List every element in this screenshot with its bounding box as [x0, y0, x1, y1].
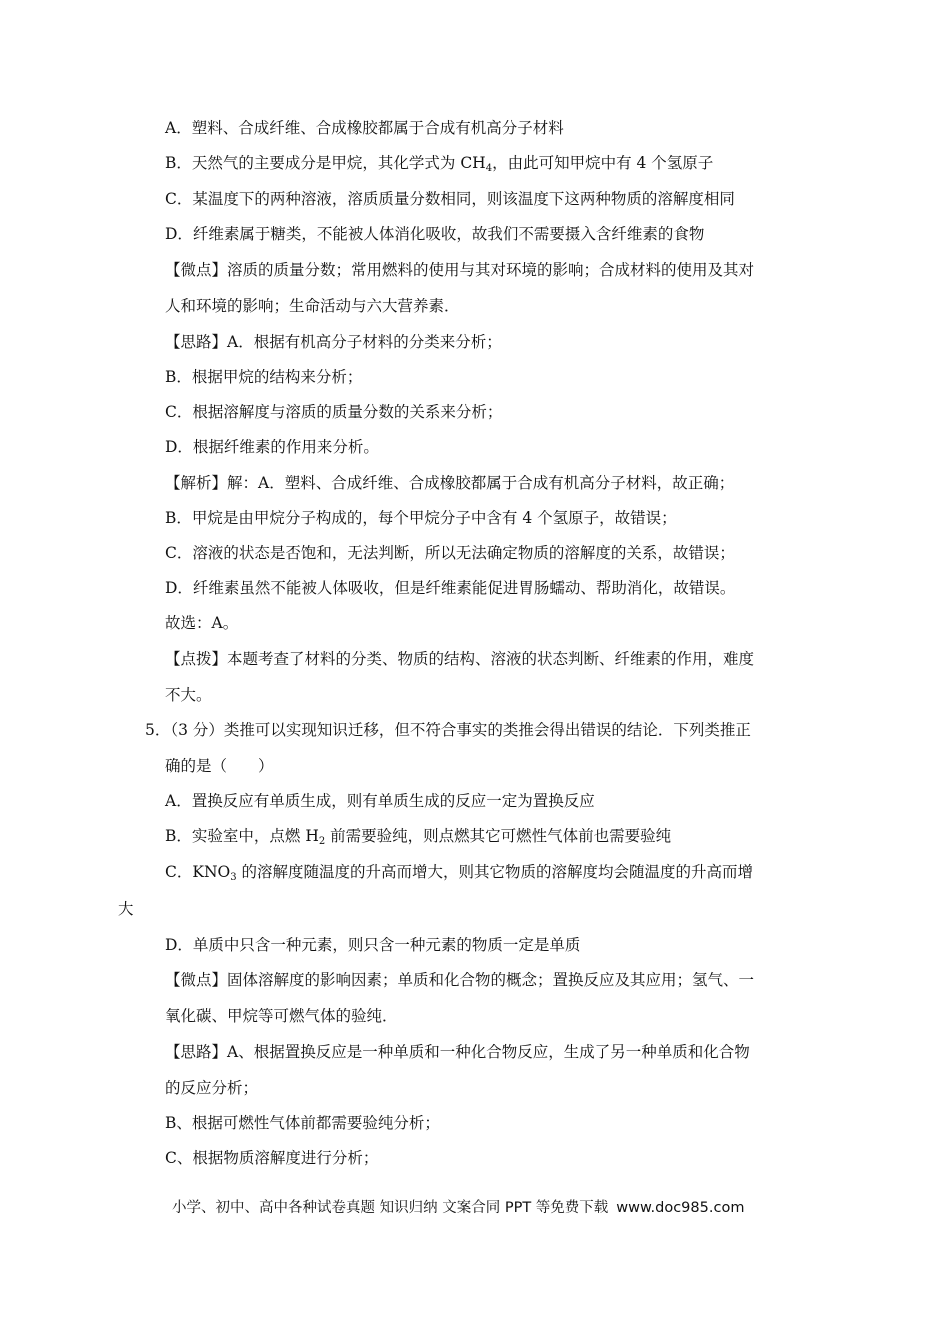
jiexi-line-3: C．溶液的状态是否饱和，无法判断，所以无法确定物质的溶解度的关系，故错误； — [165, 544, 735, 562]
subscript: 3 — [230, 872, 237, 883]
option-b-text-cont: ，由此可知甲烷中有 4 个氢原子 — [492, 154, 714, 172]
option-d: D．纤维素属于糖类，不能被人体消化吸收，故我们不需要摄入含纤维素的食物 — [165, 225, 705, 243]
weidian-line-2: 氧化碳、甲烷等可燃气体的验纯． — [165, 1007, 398, 1025]
option-b — [165, 152, 713, 174]
silu-line-1: 【思路】A．根据有机高分子材料的分类来分析； — [165, 333, 502, 351]
option-b-text: B．天然气的主要成分是甲烷，其化学式为 CH — [165, 154, 486, 172]
option-c — [165, 861, 753, 883]
jiexi-line-4: D．纤维素虽然不能被人体吸收，但是纤维素能促进胃肠蠕动、帮助消化，故错误。 — [165, 579, 736, 597]
silu-line-4: C、根据物质溶解度进行分析； — [165, 1149, 379, 1167]
option-a: A．塑料、合成纤维、合成橡胶都属于合成有机高分子材料 — [165, 119, 564, 137]
subscript: 2 — [318, 836, 326, 847]
silu-line-3: C．根据溶解度与溶质的质量分数的关系来分析； — [165, 403, 503, 421]
footer-url[interactable]: www.doc985.com — [616, 1200, 745, 1216]
option-b-text: B．实验室中，点燃 H — [165, 827, 319, 845]
silu-line-3: B、根据可燃性气体前都需要验纯分析； — [165, 1114, 440, 1132]
question-stem-line-1: 5．（3 分）类推可以实现知识迁移，但不符合事实的类推会得出错误的结论．下列类推正 — [145, 721, 751, 739]
option-b — [165, 825, 671, 847]
silu-line-2: B．根据甲烷的结构来分析； — [165, 368, 363, 386]
weidian-line-1: 【微点】溶质的质量分数；常用燃料的使用与其对环境的影响；合成材料的使用及其对 — [165, 261, 755, 279]
option-b-text-cont: 前需要验纯，则点燃其它可燃性气体前也需要验纯 — [325, 827, 672, 845]
subscript: 4 — [485, 163, 493, 174]
footer-text: 小学、初中、高中各种试卷真题 知识归纳 文案合同 PPT 等免费下载 — [172, 1200, 609, 1216]
option-a: A．置换反应有单质生成，则有单质生成的反应一定为置换反应 — [165, 792, 595, 810]
option-c: C．某温度下的两种溶液，溶质质量分数相同，则该温度下这两种物质的溶解度相同 — [165, 190, 735, 208]
silu-line-2: 的反应分析； — [165, 1079, 259, 1097]
jiexi-line-1: 【解析】解：A．塑料、合成纤维、合成橡胶都属于合成有机高分子材料，故正确； — [165, 474, 735, 492]
option-d: D．单质中只含一种元素，则只含一种元素的物质一定是单质 — [165, 936, 581, 954]
jiexi-line-2: B．甲烷是由甲烷分子构成的，每个甲烷分子中含有 4 个氢原子，故错误； — [165, 509, 677, 527]
option-c-text: C．KNO — [165, 863, 231, 881]
question-stem-line-2: 确的是（ ） — [165, 757, 274, 775]
silu-line-1: 【思路】A、根据置换反应是一种单质和一种化合物反应，生成了另一种单质和化合物 — [165, 1043, 750, 1061]
weidian-line-1: 【微点】固体溶解度的影响因素；单质和化合物的概念；置换反应及其应用；氢气、一 — [165, 971, 755, 989]
answer-line: 故选：A。 — [165, 614, 239, 632]
dianbo-line-2: 不大。 — [165, 686, 212, 704]
option-c-text-cont: 的溶解度随温度的升高而增大，则其它物质的溶解度均会随温度的升高而增 — [236, 863, 754, 881]
weidian-line-2: 人和环境的影响；生命活动与六大营养素． — [165, 297, 460, 315]
page-footer — [172, 1196, 744, 1217]
dianbo-line-1: 【点拨】本题考查了材料的分类、物质的结构、溶液的状态判断、纤维素的作用，难度 — [165, 650, 755, 668]
option-c-continuation: 大 — [118, 900, 134, 918]
silu-line-4: D．根据纤维素的作用来分析。 — [165, 438, 379, 456]
